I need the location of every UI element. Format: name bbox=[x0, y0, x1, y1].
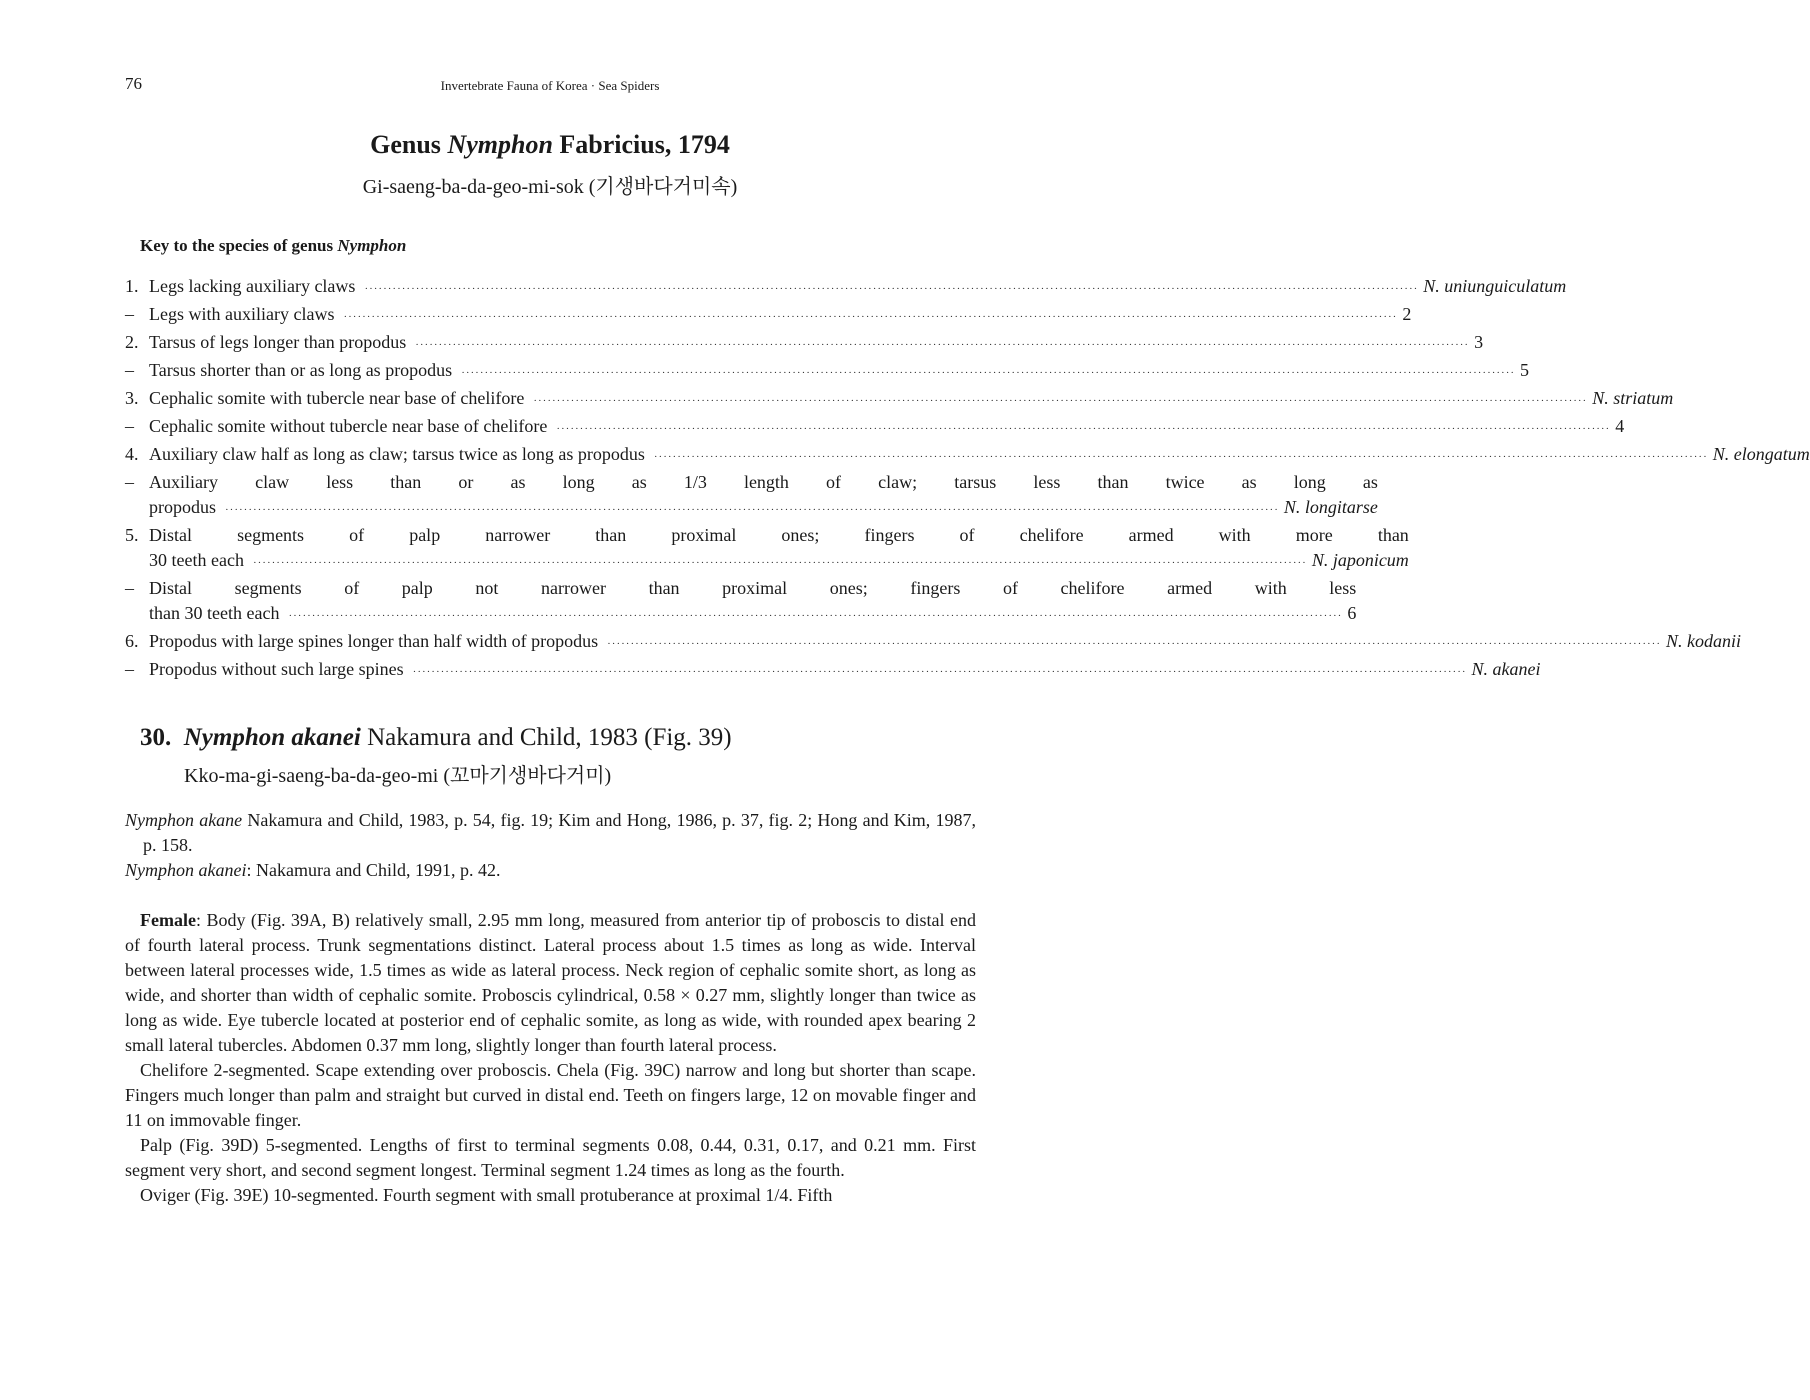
dot-leader bbox=[225, 498, 1279, 523]
key-entry-number: 4. bbox=[125, 444, 139, 464]
key-entry-result: N. akanei bbox=[1471, 659, 1541, 679]
synonymy-entry bbox=[125, 858, 976, 883]
species-key bbox=[125, 274, 1810, 685]
key-heading-italic: Nymphon bbox=[337, 236, 407, 255]
key-entry bbox=[125, 302, 1412, 330]
key-entry bbox=[125, 629, 1741, 657]
key-entry-number: 2. bbox=[125, 332, 139, 352]
key-entry-result: N. kodanii bbox=[1665, 631, 1741, 651]
key-entry-number: 1. bbox=[125, 276, 139, 296]
key-entry-result: 5 bbox=[1520, 360, 1530, 380]
key-entry-text: 30 teeth each bbox=[149, 550, 244, 570]
female-text: : Body (Fig. 39A, B) relatively small, 2.95 mm long, measured from anterior tip of proboscis to distal end of fourth lateral process. Trunk segmentations distinct. Lateral process about 1.5 times as long as wide. Interval between lateral processes wide, 1.5 times as wide as lateral process. Neck region of cephalic somite short, as long as wide, and shorter than width of cephalic somite. Proboscis cylindrical, 0.58 × 0.27 mm, slightly longer than twice as long as wide. Eye tubercle located at posterior end of cephalic somite, as long as wide, with rounded apex bearing 2 small lateral tubercles. Abdomen 0.37 mm long, slightly longer than fourth lateral process. bbox=[125, 910, 976, 1055]
key-entry-text: Propodus with large spines longer than half width of propodus bbox=[149, 631, 599, 651]
key-entry-number: – bbox=[125, 659, 134, 679]
key-entry bbox=[125, 576, 1357, 629]
key-entry bbox=[125, 657, 1541, 685]
key-entry-text: Legs lacking auxiliary claws bbox=[149, 276, 356, 296]
dot-leader bbox=[364, 277, 1418, 302]
page-number: 76 bbox=[125, 74, 142, 93]
dot-leader bbox=[556, 417, 1610, 442]
key-entry-result: N. uniunguiculatum bbox=[1423, 276, 1567, 296]
key-entry bbox=[125, 358, 1530, 386]
key-entry bbox=[125, 414, 1625, 442]
description-female bbox=[125, 908, 976, 1058]
running-head: Invertebrate Fauna of Korea · Sea Spiders bbox=[440, 78, 660, 93]
genus-title-post: Fabricius, 1794 bbox=[552, 130, 730, 159]
key-entry-number: – bbox=[125, 304, 134, 324]
synonym-citation: : Nakamura and Child, 1991, p. 42. bbox=[246, 860, 501, 880]
species-name: Nymphon akanei bbox=[183, 724, 361, 751]
dot-leader bbox=[253, 551, 1307, 576]
species-korean-name: Kko-ma-gi-saeng-ba-da-geo-mi (꼬마기생바다거미) bbox=[184, 765, 612, 787]
synonym-citation: Nakamura and Child, 1983, p. 54, fig. 19; Kim and Hong, 1986, p. 37, fig. 2; Hong and Kim, 1987, p. 158. bbox=[143, 810, 976, 855]
key-entry bbox=[125, 330, 1484, 358]
dot-leader bbox=[288, 604, 1342, 629]
key-entry-text: Auxiliary claw half as long as claw; tarsus twice as long as propodus bbox=[149, 444, 645, 464]
key-entry-result: N. longitarse bbox=[1283, 497, 1378, 517]
key-entry-number: – bbox=[125, 578, 134, 598]
key-entry-text-line1: Distal segments of palp narrower than proximal ones; fingers of chelifore armed with more than bbox=[149, 525, 1409, 545]
genus-title-italic: Nymphon bbox=[447, 130, 553, 159]
synonymy-entry bbox=[125, 808, 976, 858]
dot-leader bbox=[607, 632, 1661, 657]
species-number: 30. bbox=[140, 724, 172, 751]
key-entry bbox=[125, 386, 1674, 414]
key-entry bbox=[125, 470, 1378, 523]
synonymy bbox=[125, 808, 976, 883]
key-entry-result: 6 bbox=[1347, 603, 1357, 623]
dot-leader bbox=[415, 333, 1469, 358]
key-entry-result: N. japonicum bbox=[1311, 550, 1409, 570]
species-description bbox=[125, 908, 976, 1208]
dot-leader bbox=[654, 445, 1708, 470]
genus-subtitle: Gi-saeng-ba-da-geo-mi-sok (기생바다거미속) bbox=[362, 176, 738, 198]
dot-leader bbox=[533, 389, 1587, 414]
key-entry-text-line1: Auxiliary claw less than or as long as 1/3 length of claw; tarsus less than twice as long as bbox=[149, 472, 1378, 492]
key-entry-text-line1: Distal segments of palp not narrower than proximal ones; fingers of chelifore armed with less bbox=[149, 578, 1357, 598]
key-heading bbox=[140, 236, 406, 256]
key-entry-result: N. striatum bbox=[1592, 388, 1674, 408]
species-authority: Nakamura and Child, 1983 (Fig. 39) bbox=[360, 724, 732, 751]
key-heading-pre: Key to the species of genus bbox=[140, 236, 338, 255]
key-entry-text: than 30 teeth each bbox=[149, 603, 280, 623]
key-entry-text: Tarsus of legs longer than propodus bbox=[149, 332, 407, 352]
key-entry-number: – bbox=[125, 360, 134, 380]
key-entry-number: 6. bbox=[125, 631, 139, 651]
key-entry-text: Cephalic somite with tubercle near base of chelifore bbox=[149, 388, 525, 408]
female-label: Female bbox=[140, 910, 196, 930]
genus-title bbox=[0, 130, 1100, 160]
key-entry-result: 4 bbox=[1615, 416, 1625, 436]
dot-leader bbox=[413, 660, 1467, 685]
key-entry-text: Propodus without such large spines bbox=[149, 659, 404, 679]
key-entry bbox=[125, 442, 1810, 470]
synonym-name: Nymphon akanei bbox=[125, 860, 247, 880]
key-entry-result: 3 bbox=[1474, 332, 1484, 352]
key-entry-number: 3. bbox=[125, 388, 139, 408]
key-entry-number: – bbox=[125, 416, 134, 436]
genus-title-pre: Genus bbox=[370, 130, 448, 159]
key-entry bbox=[125, 274, 1567, 302]
key-entry-number: 5. bbox=[125, 525, 139, 545]
description-chelifore: Chelifore 2-segmented. Scape extending over proboscis. Chela (Fig. 39C) narrow and long but shorter than scape. Fingers much longer than palm and straight but curved in distal end. Teeth on fingers large, 12 on movable finger and 11 on immovable finger. bbox=[125, 1060, 976, 1130]
key-entry-text: Legs with auxiliary claws bbox=[149, 304, 335, 324]
dot-leader bbox=[343, 305, 1397, 330]
key-entry bbox=[125, 523, 1409, 576]
key-entry-result: 2 bbox=[1402, 304, 1412, 324]
key-entry-text: Cephalic somite without tubercle near base of chelifore bbox=[149, 416, 548, 436]
description-oviger: Oviger (Fig. 39E) 10-segmented. Fourth segment with small protuberance at proximal 1/4. Fifth bbox=[140, 1185, 833, 1205]
species-title bbox=[140, 724, 732, 752]
description-palp: Palp (Fig. 39D) 5-segmented. Lengths of first to terminal segments 0.08, 0.44, 0.31, 0.17, and 0.21 mm. First segment very short, and second segment longest. Terminal segment 1.24 times as long as the fourth. bbox=[125, 1135, 976, 1180]
key-entry-text: Tarsus shorter than or as long as propodus bbox=[149, 360, 453, 380]
key-entry-number: – bbox=[125, 472, 134, 492]
dot-leader bbox=[461, 361, 1515, 386]
key-entry-text: propodus bbox=[149, 497, 216, 517]
synonym-name: Nymphon akane bbox=[125, 810, 243, 830]
key-entry-result: N. elongatum bbox=[1712, 444, 1810, 464]
